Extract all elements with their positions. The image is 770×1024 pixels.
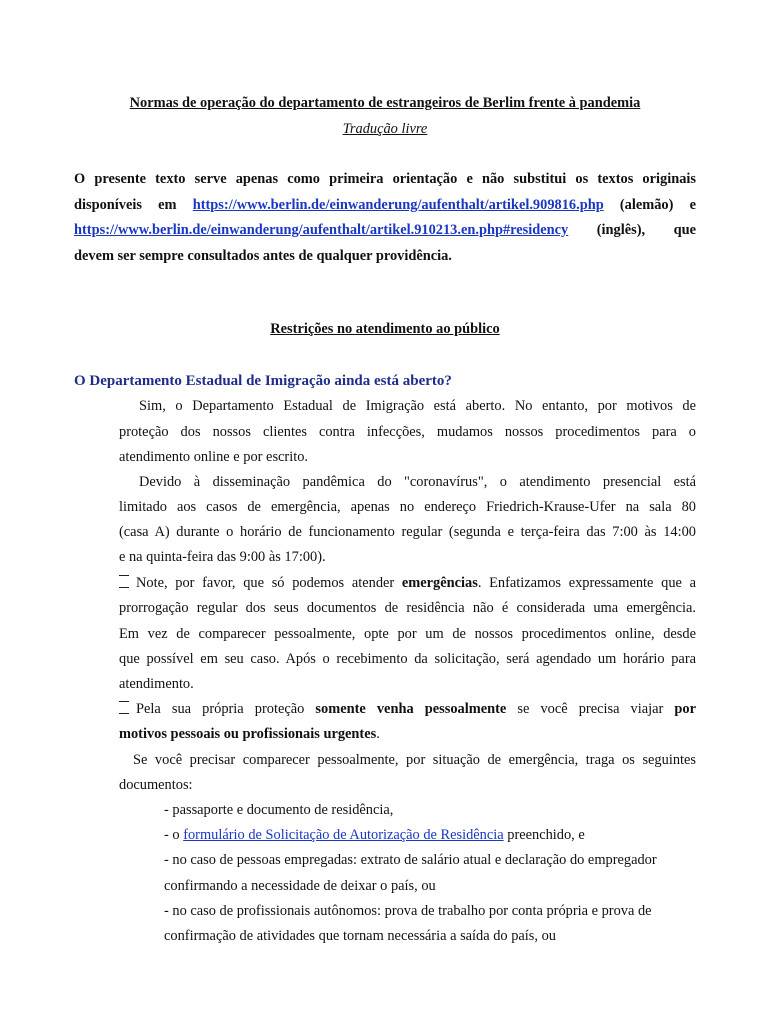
p3-line-4: que possível em seu caso. Após o recebimento da solicitação, será agendado um horário para (119, 651, 696, 667)
p1-line-1: Sim, o Departamento Estadual de Imigração está aberto. No entanto, por motivos de (139, 398, 696, 414)
p5-line-1: Se você precisar comparecer pessoalmente, por situação de emergência, traga os seguintes (133, 752, 696, 768)
list-item: - no caso de pessoas empregadas: extrato de salário atual e declaração do empregador (164, 852, 657, 868)
intro-line-4: devem ser sempre consultados antes de qualquer providência. (74, 248, 452, 264)
p1-line-2: proteção dos nossos clientes contra infecções, mudamos nossos procedimentos para o (119, 424, 696, 440)
p2-line-4: e na quinta-feira das 9:00 às 17:00). (119, 549, 326, 565)
p2-line-2: limitado aos casos de emergência, apenas no endereço Friedrich-Krause-Ufer na sala 80 (119, 499, 696, 515)
list-item-continued: confirmação de atividades que tornam necessária a saída do país, ou (164, 928, 556, 944)
bullet-square-icon (119, 701, 129, 714)
list-item: - passaporte e documento de residência, (164, 802, 394, 818)
intro-line-3: https://www.berlin.de/einwanderung/aufenthalt/artikel.910213.en.php#residency (inglês), que (74, 222, 696, 238)
p3-line-2: prorrogação regular dos seus documentos de residência não é considerada uma emergência. (119, 600, 696, 616)
link-german-original[interactable]: https://www.berlin.de/einwanderung/aufenthalt/artikel.909816.php (192, 197, 604, 213)
document-subtitle: Tradução livre (342, 121, 428, 137)
intro-line-1: O presente texto serve apenas como primeira orientação e não substitui os textos originais (74, 171, 696, 187)
p3-line-5: atendimento. (119, 676, 194, 692)
p5-line-2: documentos: (119, 777, 193, 793)
p2-line-1: Devido à disseminação pandêmica do "coronavírus", o atendimento presencial está (139, 474, 696, 490)
p3-line-3: Em vez de comparecer pessoalmente, opte por um de nossos procedimentos online, desde (119, 626, 696, 642)
intro-line-2: disponíveis em https://www.berlin.de/einwanderung/aufenthalt/artikel.909816.php (alemão) e (74, 197, 696, 213)
list-item: - o formulário de Solicitação de Autorização de Residência preenchido, e (164, 827, 585, 843)
p1-line-3: atendimento online e por escrito. (119, 449, 309, 465)
list-item-continued: confirmando a necessidade de deixar o país, ou (164, 878, 436, 894)
p2-line-3: (casa A) durante o horário de funcionamento regular (segunda e terça-feira das 7:00 às 14:00 (119, 524, 696, 540)
question-heading: O Departamento Estadual de Imigração ainda está aberto? (74, 373, 452, 389)
bullet-square-icon (119, 575, 129, 588)
p4-line-1: Pela sua própria proteção somente venha pessoalmente se você precisa viajar por (119, 700, 696, 718)
p3-line-1: Note, por favor, que só podemos atender emergências. Enfatizamos expressamente que a (119, 574, 696, 592)
link-english-original[interactable]: https://www.berlin.de/einwanderung/aufenthalt/artikel.910213.en.php#residency (74, 222, 569, 238)
list-item: - no caso de profissionais autônomos: prova de trabalho por conta própria e prova de (164, 903, 652, 919)
section-title: Restrições no atendimento ao público (270, 321, 500, 337)
p4-line-2: motivos pessoais ou profissionais urgentes. (119, 726, 380, 742)
link-residence-form[interactable]: formulário de Solicitação de Autorização de Residência (183, 827, 504, 843)
document-title: Normas de operação do departamento de estrangeiros de Berlim frente à pandemia (129, 95, 641, 111)
